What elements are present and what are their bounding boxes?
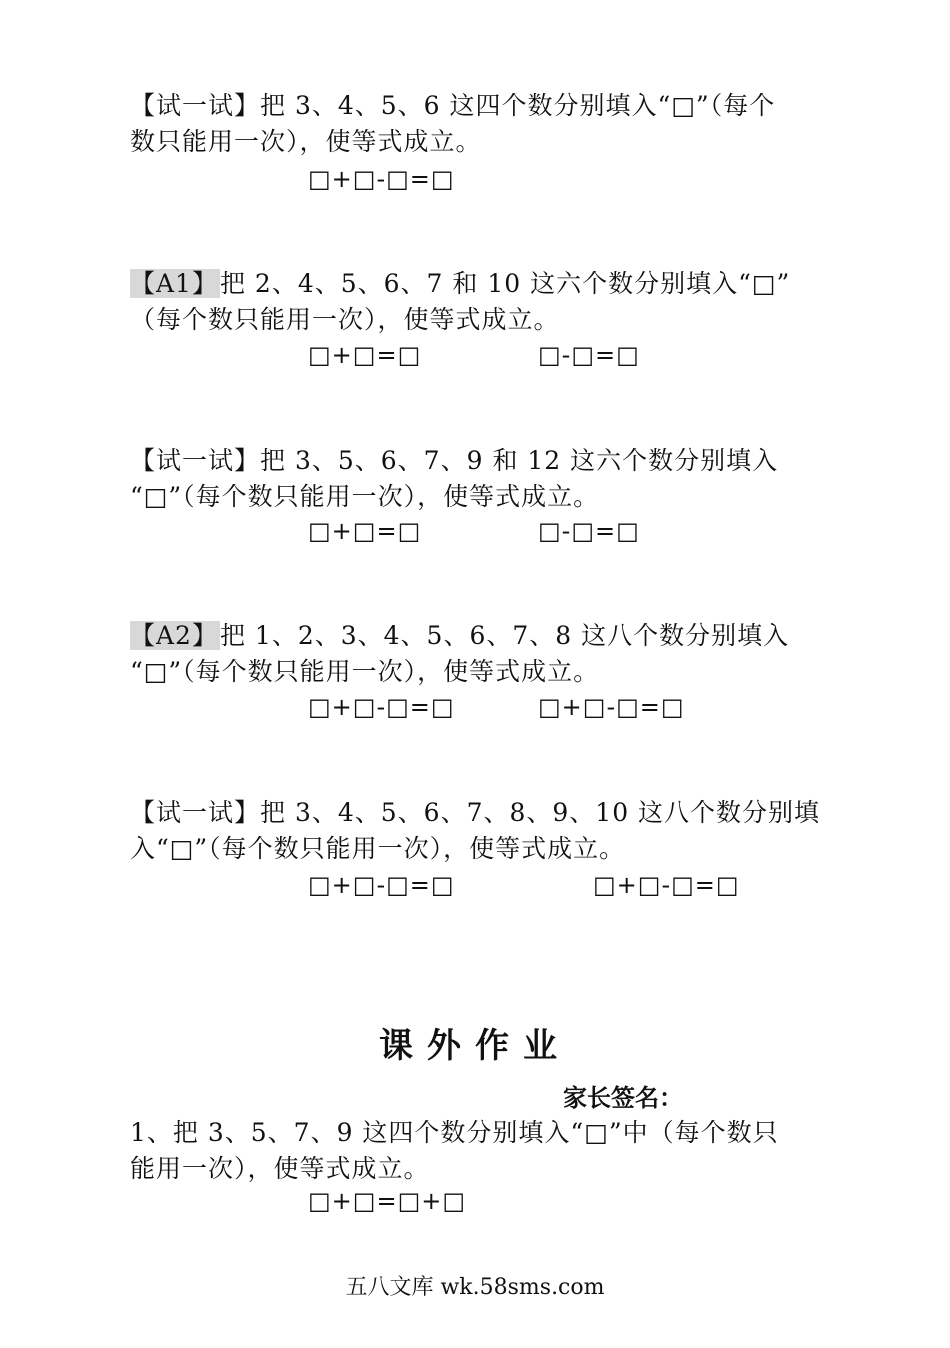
problem-a1-line-1 [130,266,830,302]
homework-problem-1 [130,1115,830,1187]
problem-1-line-2: 数只能用一次），使等式成立。 [130,127,482,156]
problem-a2-equation-1: □+□-□=□ [308,693,455,721]
problem-5-line-1 [130,795,830,831]
problem-a2-text-1: 把 1、2、3、4、5、6、7、8 这八个数分别填入 [219,621,790,650]
problem-a2-equation-2: □+□-□=□ [538,693,685,721]
problem-a1-equation-2: □-□=□ [538,341,640,369]
problem-1-tag: 【试一试】 [130,91,261,120]
problem-a1-tag: 【A1】 [130,269,218,298]
problem-5-line-2: 入“□”（每个数只能用一次），使等式成立。 [130,834,626,863]
problem-a1-text-1: 把 2、4、5、6、7 和 10 这六个数分别填入“□” [219,269,791,298]
problem-a1-equation-1: □+□=□ [308,341,422,369]
problem-a2-line-2: “□”（每个数只能用一次），使等式成立。 [130,657,600,686]
problem-3-line-2: “□”（每个数只能用一次），使等式成立。 [130,482,600,511]
parent-signature-label: 家长签名： [563,1084,683,1112]
problem-5-equation-1: □+□-□=□ [308,871,455,899]
problem-5-text-1: 把 3、4、5、6、7、8、9、10 这八个数分别填 [260,798,821,827]
problem-a1 [130,266,830,338]
problem-3-equation-2: □-□=□ [538,517,640,545]
homework-equation: □+□=□+□ [308,1187,467,1215]
problem-1-text-1: 把 3、4、5、6 这四个数分别填入“□”（每个 [260,91,776,120]
problem-a2 [130,618,830,690]
problem-3-tag: 【试一试】 [130,446,261,475]
problem-3-line-1 [130,443,830,479]
problem-5-tag: 【试一试】 [130,798,261,827]
problem-a2-tag: 【A2】 [130,621,218,650]
footer-watermark: 五八文库 wk.58sms.com [345,1275,605,1300]
problem-a2-line-1 [130,618,830,654]
problem-1-line-1 [130,88,830,124]
homework-line-1: 1、把 3、5、7、9 这四个数分别填入“□”中（每个数只 [130,1118,779,1147]
problem-3-equation-1: □+□=□ [308,517,422,545]
problem-3 [130,443,830,515]
problem-5 [130,795,830,867]
homework-title: 课外作业 [379,1026,571,1066]
problem-1 [130,88,830,160]
problem-3-text-1: 把 3、5、6、7、9 和 12 这六个数分别填入 [260,446,779,475]
problem-5-equation-2: □+□-□=□ [593,871,740,899]
problem-1-equation-1: □+□-□=□ [308,165,455,193]
problem-a1-line-2: （每个数只能用一次），使等式成立。 [130,305,560,334]
homework-line-2: 能用一次），使等式成立。 [130,1154,430,1183]
